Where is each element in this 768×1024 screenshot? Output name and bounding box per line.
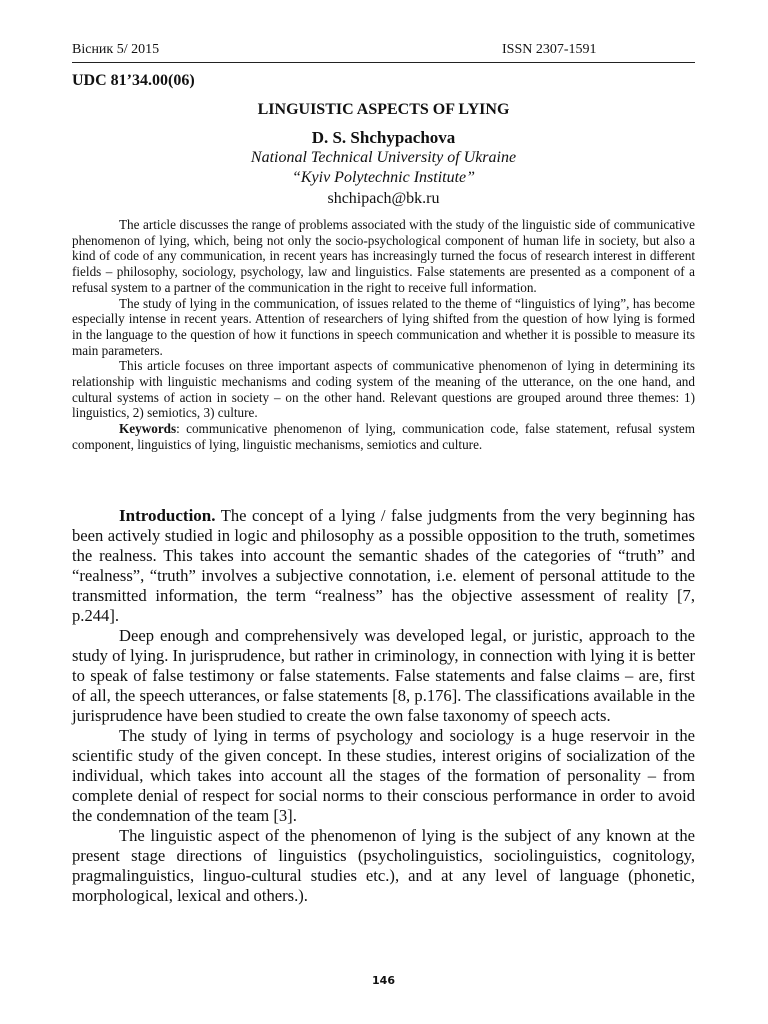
intro-paragraph	[72, 506, 695, 626]
body-paragraph-4: The linguistic aspect of the phenomenon of lying is the subject of any known at the present stage directions of linguistics (psycholinguistics, sociolinguistics, cognitology, pragmalinguistics, linguo-cultural studies etc.), and at any level of language (phonetic, morphological, lexical and others.).	[72, 826, 695, 905]
body-paragraph-2: Deep enough and comprehensively was developed legal, or juristic, approach to the study of lying. In jurisprudence, but rather in criminology, in connection with lying it is better to speak of false testimony or false statements. False statements and false claims – are, first of all, the speech utterances, or false statements [8, p.176]. The classifications available in the jurisprudence have been studied to create the own false taxonomy of speech acts.	[72, 626, 695, 725]
body-paragraph-3: The study of lying in terms of psychology and sociology is a huge reservoir in the scientific study of the given concept. In these studies, interest origins of socialization of the individual, which takes into account all the stages of the formation of personality – from complete denial of respect for social norms to their conscious performance in order to avoid the condemnation of the team [3].	[72, 726, 695, 825]
intro-text: The concept of a lying / false judgments from the very beginning has been actively studied in logic and philosophy as a possible opposition to the truth, sometimes the realness. This takes into account the semantic shades of the categories of “truth” and “realness”, “truth” involves a subjective connotation, i.e. element of personal attitude to the transmitted information, the term “realness” has the objective assessment of reality [7, p.244].	[72, 506, 695, 625]
keywords	[72, 421, 695, 452]
body-text	[72, 506, 695, 906]
affiliation-line-2: “Kyiv Polytechnic Institute”	[291, 169, 476, 186]
author-email: shchipach@bk.ru	[327, 190, 440, 207]
issn: ISSN 2307-1591	[502, 42, 597, 57]
udc-code: UDC 81’34.00(06)	[72, 72, 195, 89]
abstract-paragraph-3: This article focuses on three important aspects of communicative phenomenon of lying in determining its relationship with linguistic mechanisms and coding system of the meaning of the utterance, on the one hand, and cultural systems of action in society – on the other hand. Relevant questions are grouped around three themes: 1) linguistics, 2) semiotics, 3) culture.	[72, 358, 695, 421]
abstract-paragraph-1: The article discusses the range of problems associated with the study of the linguistic side of communicative phenomenon of lying, which, being not only the socio-psychological component of human life in society, but also a kind of code of any communication, in recent years has increasingly turned the focus of research interest in different fields – philosophy, sociology, psychology, law and linguistics. False statements are presented as a component of a refusal system to a partner of the communication in the right to receive full information.	[72, 217, 695, 295]
journal-name: Вісник 5/ 2015	[72, 42, 160, 57]
section-heading: Introduction.	[119, 506, 216, 525]
abstract-paragraph-2: The study of lying in the communication, of issues related to the theme of “linguistics of lying”, has become especially intense in recent years. Attention of researchers of lying shifted from the question of how lying is formed in the language to the question of how it functions in speech communication and whether it is possible to measure its main parameters.	[72, 295, 695, 358]
title-block	[72, 100, 695, 210]
running-header	[72, 40, 695, 63]
keywords-label: Keywords	[119, 421, 177, 437]
page	[72, 0, 695, 1024]
abstract	[72, 217, 695, 453]
page-number: 146	[372, 974, 395, 987]
affiliation-line-1: National Technical University of Ukraine	[250, 149, 517, 166]
keywords-text: : communicative phenomenon of lying, communication code, false statement, refusal system component, linguistics of lying, linguistic mechanisms, semiotics and culture.	[72, 421, 695, 452]
author-name: D. S. Shchypachova	[311, 128, 456, 147]
article-title: LINGUISTIC ASPECTS OF LYING	[257, 101, 510, 118]
